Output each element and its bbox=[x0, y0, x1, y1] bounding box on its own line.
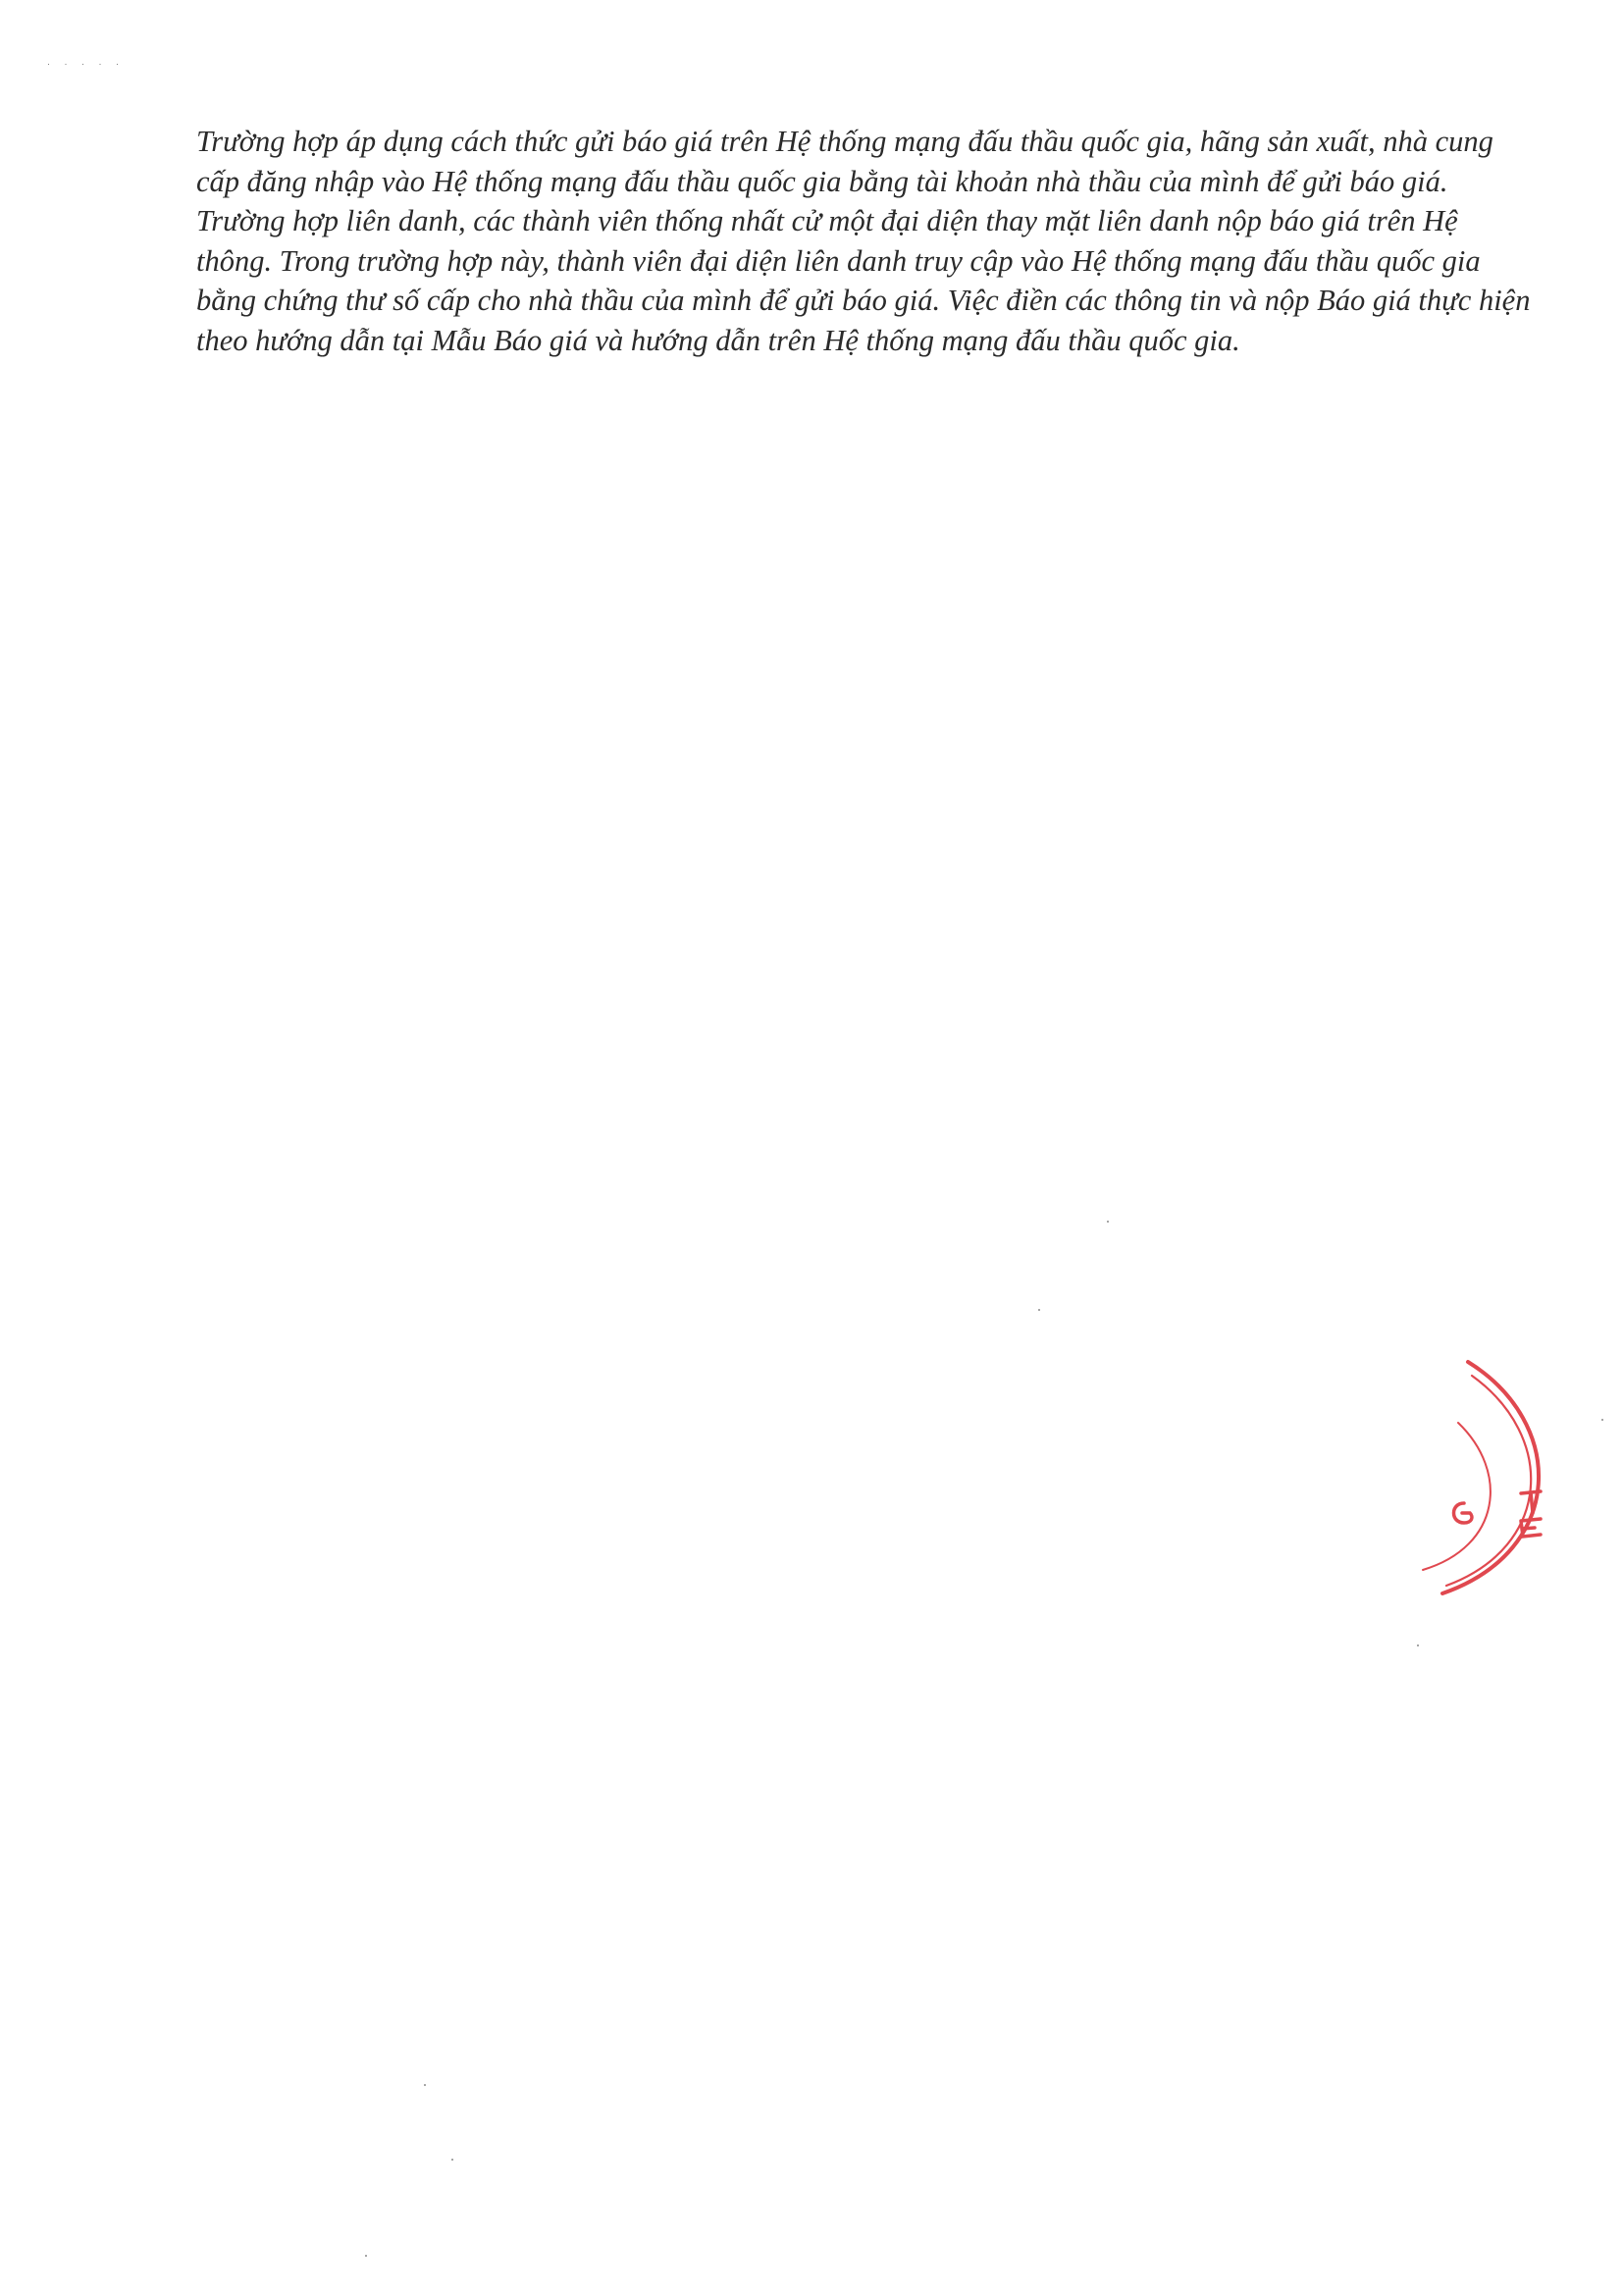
body-paragraph: Trường hợp áp dụng cách thức gửi báo giá trên Hệ thống mạng đấu thầu quốc gia, hãng sản xuất, nhà cung cấp đăng nhập vào Hệ thống mạng đấu thầu quốc gia bằng tài khoản nhà thầu của mình để gửi báo giá. Trường hợp liên danh, các thành viên thống nhất cử một đại diện thay mặt liên danh nộp báo giá trên Hệ thông. Trong trường hợp này, thành viên đại diện liên danh truy cập vào Hệ thống mạng đấu thầu quốc gia bằng chứng thư số cấp cho nhà thầu của mình để gửi báo giá. Việc điền các thông tin và nộp Báo giá thực hiện theo hướng dẫn tại Mẫu Báo giá và hướng dẫn trên Hệ thống mạng đấu thầu quốc gia. bbox=[196, 125, 1531, 357]
scan-corner-mark: · · · · · bbox=[47, 59, 125, 69]
red-stamp-seal bbox=[1384, 1354, 1560, 1609]
